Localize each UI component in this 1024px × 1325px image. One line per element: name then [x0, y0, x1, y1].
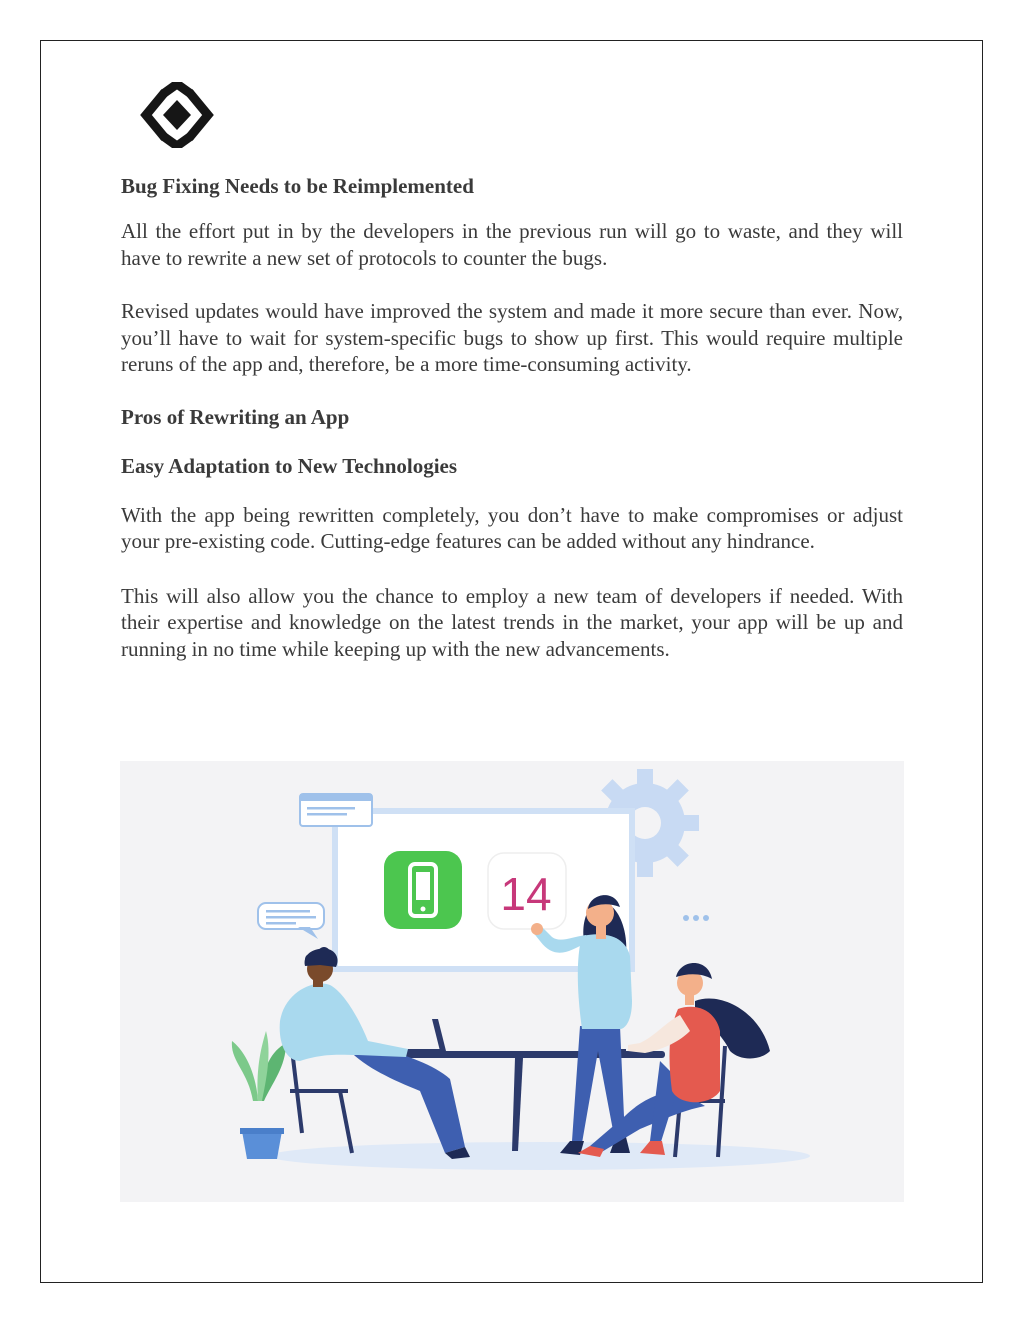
document-body — [121, 168, 903, 662]
paragraph-revised-updates: Revised updates would have improved the system and made it more secure than ever. Now, you’ll have to wait for system-specific bugs to show up first. This would require multiple reruns of the app and, therefore, be a more time-consuming activity. — [121, 299, 903, 376]
chat-bubble-icon — [258, 903, 324, 939]
section-heading-pros: Pros of Rewriting an App — [121, 404, 350, 429]
paragraph-rewritten-completely: With the app being rewritten completely, you don’t have to make compromises or adjust your pre-existing code. Cutting-edge features can be added without any hindrance. — [121, 502, 903, 553]
browser-window-icon — [300, 794, 372, 826]
plant-icon — [232, 1031, 286, 1159]
phone-app-icon — [384, 851, 462, 929]
ellipsis-icon — [683, 915, 709, 921]
team-illustration — [120, 761, 904, 1202]
paragraph-new-team: This will also allow you the chance to employ a new team of developers if needed. With their expertise and knowledge on the latest trends in the market, your app will be up and running in no time while keeping up with the new advancements. — [121, 583, 903, 661]
logo-icon — [139, 82, 215, 148]
svg-text:14: 14 — [500, 868, 552, 920]
ios-14-icon — [488, 853, 566, 929]
section-heading-easy-adaptation: Easy Adaptation to New Technologies — [121, 453, 458, 478]
paragraph-effort-waste: All the effort put in by the developers in the previous run will go to waste, and they will have to rewrite a new set of protocols to counter the bugs. — [121, 219, 903, 270]
section-heading-bug-fixing: Bug Fixing Needs to be Reimplemented — [121, 174, 474, 198]
